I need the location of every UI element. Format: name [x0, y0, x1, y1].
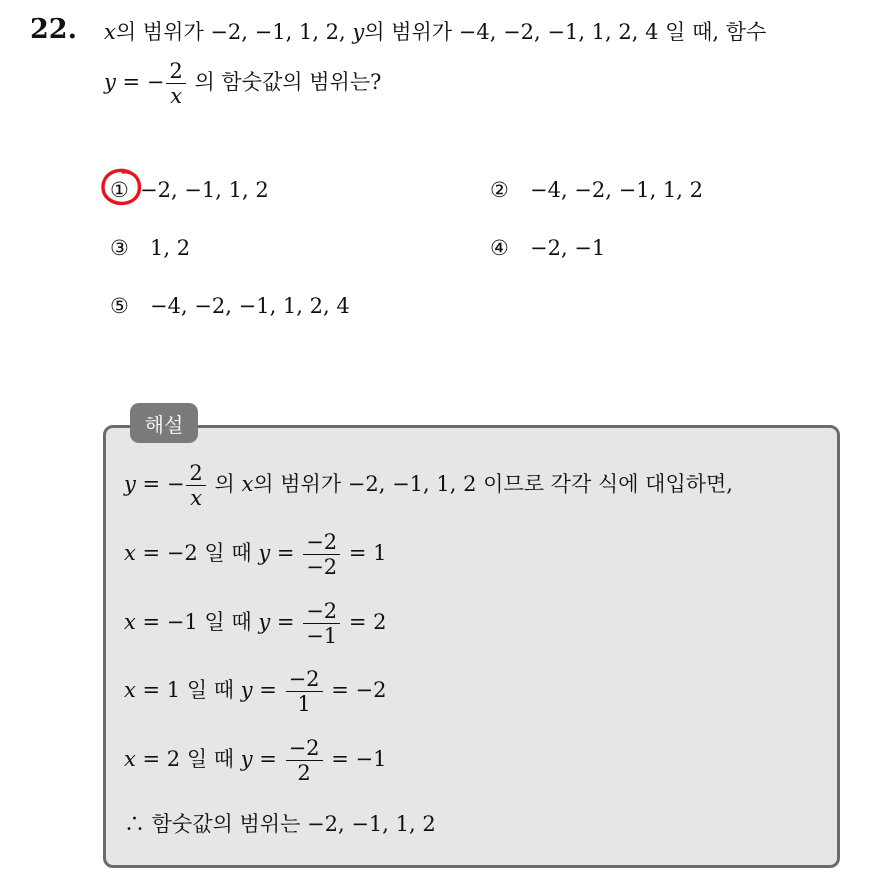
var-y: y	[240, 747, 253, 772]
question-number: 22.	[30, 14, 77, 45]
var-x: x	[124, 541, 136, 566]
step-condition: = −2 일 때	[135, 541, 259, 566]
question-text: 의 범위가 −4, −2, −1, 1, 2, 4 일 때, 함수	[364, 20, 767, 44]
fraction-denominator: x	[170, 84, 183, 109]
fraction	[303, 531, 340, 578]
step-result: = 2	[342, 610, 387, 635]
equals: =	[252, 747, 284, 772]
solution-step-3	[124, 668, 386, 715]
solution-step-1	[124, 531, 386, 578]
solution-text: 의	[207, 472, 242, 497]
fraction-numerator: −2	[303, 531, 340, 555]
step-result: = 1	[342, 541, 387, 566]
solution-step-2	[124, 600, 386, 647]
var-y: y	[104, 70, 116, 95]
var-y: y	[258, 541, 271, 566]
choice-text: −2, −1, 1, 2	[140, 178, 269, 202]
step-result: = −2	[324, 678, 387, 703]
equals: =	[270, 541, 302, 566]
question-text: 의 함숫값의 범위는?	[187, 70, 382, 95]
choice-5[interactable]	[110, 294, 350, 318]
var-x: x	[241, 472, 254, 497]
equals-minus: = −	[115, 70, 165, 95]
fraction	[286, 668, 323, 715]
fraction-denominator: 1	[297, 692, 311, 717]
fraction-denominator: x	[190, 486, 203, 511]
var-x: x	[124, 610, 136, 635]
choice-text: −2, −1	[530, 236, 606, 260]
step-condition: = 1 일 때	[135, 678, 241, 703]
equals: =	[252, 678, 284, 703]
var-x: x	[124, 747, 136, 772]
choice-4[interactable]	[490, 236, 605, 260]
fraction-denominator: −2	[306, 555, 338, 580]
equals-minus: = −	[135, 472, 185, 497]
solution-step-4	[124, 737, 386, 784]
var-y: y	[352, 20, 365, 44]
choice-2[interactable]	[490, 178, 703, 202]
fraction-numerator: −2	[303, 600, 340, 624]
choice-mark: ②	[490, 178, 509, 202]
solution-text: 의 범위가 −2, −1, 1, 2 이므로 각각 식에 대입하면,	[253, 472, 733, 497]
var-y: y	[258, 610, 271, 635]
fraction-denominator: −1	[306, 624, 338, 649]
solution-intro	[124, 462, 733, 509]
choice-mark: ③	[110, 236, 129, 260]
step-condition: = −1 일 때	[135, 610, 259, 635]
choice-text: −4, −2, −1, 1, 2	[530, 178, 703, 202]
question-text: 의 범위가 −2, −1, 1, 2,	[115, 20, 353, 44]
var-x: x	[104, 20, 116, 44]
choice-text: 1, 2	[150, 236, 191, 260]
fraction-numerator: 2	[186, 462, 205, 486]
fraction	[166, 60, 185, 107]
step-result: = −1	[324, 747, 387, 772]
choice-3[interactable]	[110, 236, 190, 260]
fraction-denominator: 2	[297, 761, 311, 786]
choice-text: −4, −2, −1, 1, 2, 4	[150, 294, 350, 318]
question-line-2	[104, 60, 381, 107]
fraction-numerator: −2	[286, 737, 323, 761]
choice-mark: ①	[110, 178, 129, 202]
solution-tag: 해설	[130, 403, 198, 443]
fraction	[303, 600, 340, 647]
question-line-1	[104, 16, 766, 46]
fraction	[286, 737, 323, 784]
answer-circle-mark	[99, 166, 143, 208]
equals: =	[270, 610, 302, 635]
fraction-numerator: 2	[166, 60, 185, 84]
var-x: x	[124, 678, 136, 703]
step-condition: = 2 일 때	[135, 747, 241, 772]
var-y: y	[240, 678, 253, 703]
fraction-numerator: −2	[286, 668, 323, 692]
var-y: y	[124, 472, 136, 497]
solution-conclusion: ∴ 함숫값의 범위는 −2, −1, 1, 2	[124, 812, 436, 836]
fraction	[186, 462, 205, 509]
choice-mark: ⑤	[110, 294, 129, 318]
choice-mark: ④	[490, 236, 509, 260]
